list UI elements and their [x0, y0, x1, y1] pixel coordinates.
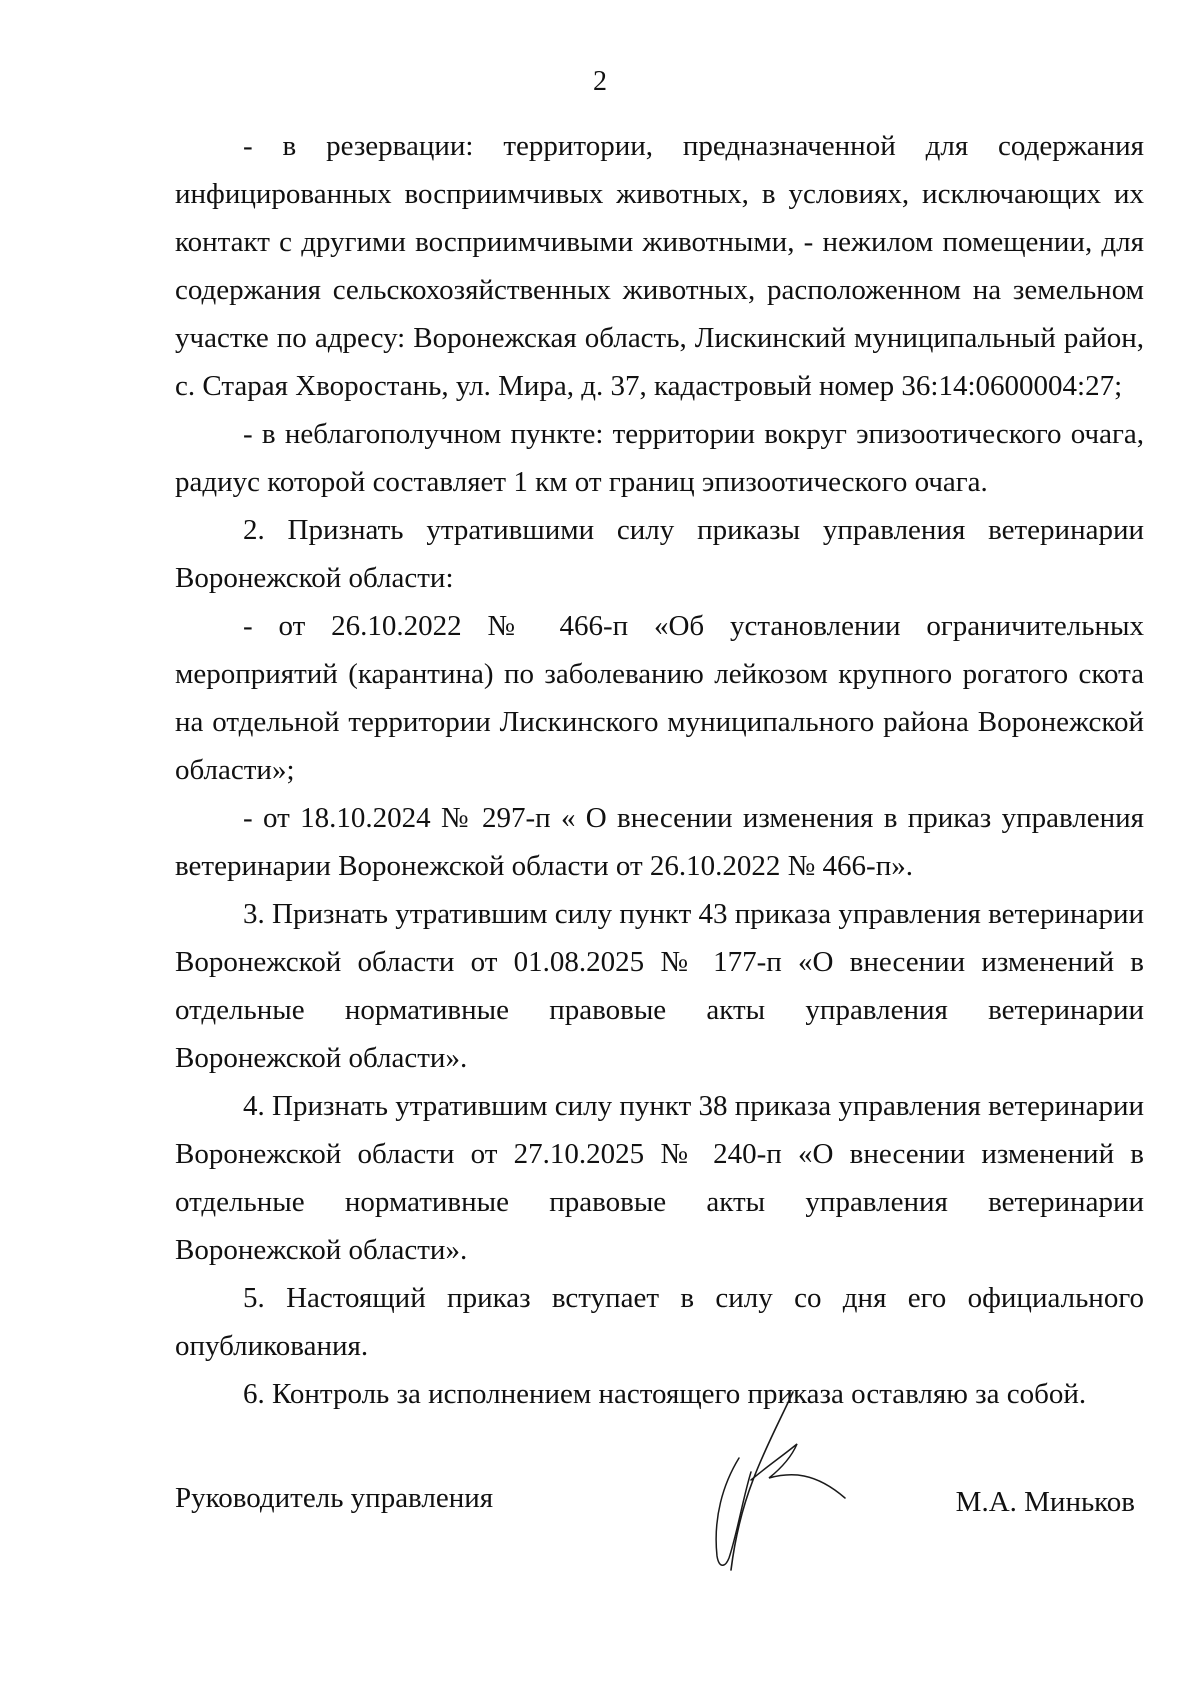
paragraph-item-3: 3. Признать утратившим силу пункт 43 приказа управления ветеринарии Воронежской области от 01.08.2025 № 177-п «О внесении изменений в отдельные нормативные правовые акты управления ветеринарии Воронежской области». [175, 898, 1144, 1074]
paragraph-reservation: - в резервации: территории, предназначенной для содержания инфицированных восприимчивых животных, в условиях, исключающих их контакт с другими восприимчивыми животными, - нежилом помещении, для содержания сельскохозяйственных животных, расположенном на земельном участке по адресу: Воронежская область, Лискинский муниципальный район, с. Старая Хворостань, ул. Мира, д. 37, кадастровый номер 36:14:0600004:27; [175, 130, 1144, 402]
paragraph-unfavorable-point: - в неблагополучном пункте: территории вокруг эпизоотического очага, радиус которой составляет 1 км от границ эпизоотического очага. [175, 418, 1144, 498]
paragraph-item-4: 4. Признать утратившим силу пункт 38 приказа управления ветеринарии Воронежской области от 27.10.2025 № 240-п «О внесении изменений в отдельные нормативные правовые акты управления ветеринарии Воронежской области». [175, 1090, 1144, 1266]
paragraph-item-2: 2. Признать утратившими силу приказы управления ветеринарии Воронежской области: [175, 514, 1144, 594]
handwritten-signature [695, 1388, 855, 1578]
paragraph-item-5: 5. Настоящий приказ вступает в силу со дня его официального опубликования. [175, 1282, 1144, 1362]
page-number: 2 [593, 66, 607, 97]
paragraph-order-466: - от 26.10.2022 № 466-п «Об установлении ограничительных мероприятий (карантина) по заболеванию лейкозом крупного рогатого скота на отдельной территории Лискинского муниципального района Воронежской области»; [175, 610, 1144, 786]
paragraph-item-6: 6. Контроль за исполнением настоящего приказа оставляю за собой. [243, 1378, 1087, 1410]
signatory-name: М.А. Миньков [955, 1486, 1135, 1518]
signatory-position: Руководитель управления [175, 1482, 494, 1514]
document-body [175, 122, 1144, 1418]
signature-block [175, 1438, 1135, 1578]
paragraph-order-297: - от 18.10.2024 № 297-п « О внесении изменения в приказ управления ветеринарии Воронежской области от 26.10.2022 № 466-п». [175, 802, 1144, 882]
